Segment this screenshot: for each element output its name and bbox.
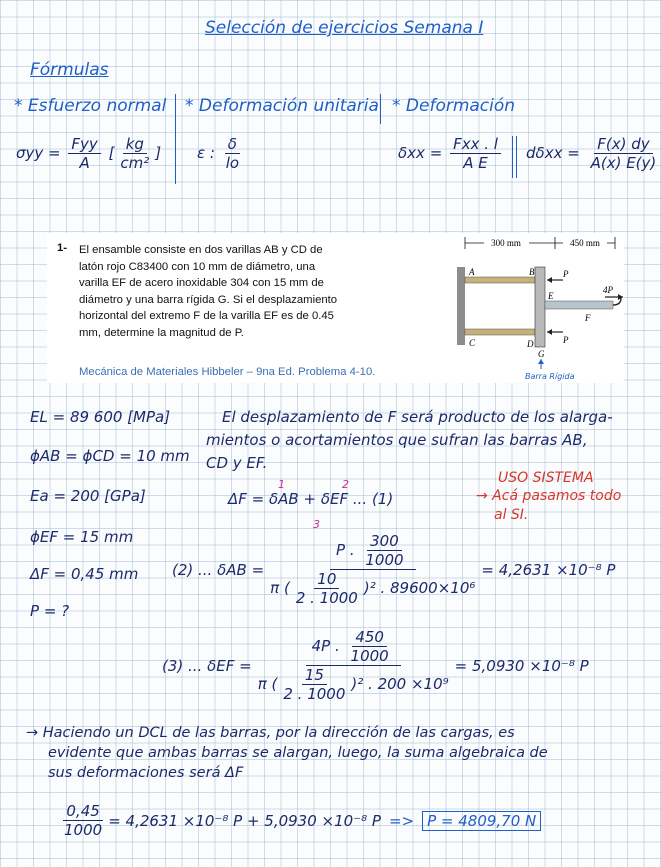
given-ea: Ea = 200 [GPa] [30,487,146,505]
label-d: D [527,339,534,349]
mark-2: 2 [342,478,349,491]
given-delta-f: ΔF = 0,45 mm [30,565,139,583]
stress-heading: * Esfuerzo normal [14,96,167,116]
page-title: Selección de ejercicios Semana I [205,18,484,38]
rod-ab [465,277,535,283]
problem-figure [455,233,624,383]
problem-number: 1- [57,242,68,254]
wall [457,267,465,345]
label-e: E [548,291,554,301]
problem-statement [47,233,455,383]
label-p-bottom: P [563,335,569,345]
explanation-line-1: El desplazamiento de F será producto de los alarga- [222,408,613,426]
deformation-heading: * Deformación [392,96,516,116]
label-g: G [538,349,545,359]
label-b: B [529,267,535,277]
note-line-2: → Acá pasamos todo [476,488,622,504]
given-phi-ef: ϕEF = 15 mm [30,528,134,546]
note-line-3: al SI. [494,507,529,523]
final-equation: $\frac{0,45}{1000}$ = 4,2631 ×10⁻⁸ P + 5,0930 ×10⁻⁸ P => P = 4809,70 N [58,802,541,839]
implies-arrow: => [388,811,415,830]
conclusion-line-2: evidente que ambas barras se alargan, luego, la suma algebraica de [48,745,548,761]
divider [175,94,176,184]
explanation-line-2: mientos o acortamientos que sufran las barras AB, [206,431,588,449]
label-a: A [469,267,475,277]
equation-1: ΔF = δAB + δEF ... (1) [228,490,394,508]
divider [512,136,513,178]
explanation-line-3: CD y EF. [206,454,268,472]
formulas-heading: Fórmulas [30,60,109,80]
label-c: C [469,338,476,348]
label-4p: 4P [603,285,613,295]
strain-formula: ε : $\frac{\delta}{lo}$ [197,135,240,172]
problem-source: Mecánica de Materiales Hibbeler – 9na Ed. Problema 4-10. [79,366,376,378]
rigid-bar-g [535,267,545,347]
problem-text: El ensamble consiste en dos varillas AB y CD de latón rojo C83400 con 10 mm de diámetro, una varilla EF de acero inoxidable 304 con 15 mm de diámetro y una barra rígida G. Si el desplazamiento horizontal del extremo F de la varilla EF es de 0.45 mm, determine la magnitud de P. [79,244,338,339]
label-p-top: P [563,269,569,279]
label-f: F [585,313,591,323]
rod-ef [545,301,613,309]
given-p: P = ? [30,602,70,620]
conclusion-line-3: sus deformaciones será ΔF [48,765,244,781]
assembly-diagram [455,233,624,383]
given-phi-ab: ϕAB = ϕCD = 10 mm [30,447,190,465]
dimension-450: 450 mm [570,238,600,248]
dimension-300: 300 mm [491,238,521,248]
given-el: EL = 89 600 [MPa] [30,408,171,426]
differential-deformation-formula: dδxx = $\frac{F(x) dy}{A(x) E(y)}$ [526,135,657,172]
rigid-bar-annotation: Barra Rígida [525,372,575,381]
equation-2: (2) ... δAB = P . $\frac{300}{1000}$ π ( $\frac{10}{2 . 1000}$ )² . 89600×10⁶ = 4,2631 ×10⁻⁸ P [172,532,616,607]
note-line-1: USO SISTEMA [498,470,594,486]
mark-1: 1 [278,478,285,491]
equation-3: (3) ... δEF = 4P . $\frac{450}{1000}$ π ( $\frac{15}{2 . 1000}$ )² . 200 ×10⁹ = 5,0930 ×10⁻⁸ P [162,628,589,703]
final-result: P = 4809,70 N [422,811,541,831]
deformation-formula: δxx = $\frac{\text{Fxx . l}}{\text{A E}}$ [398,135,504,172]
rod-cd [465,329,535,335]
conclusion-line-1: → Haciendo un DCL de las barras, por la dirección de las cargas, es [26,725,515,741]
divider [516,136,517,178]
mark-3: 3 [313,518,320,531]
strain-heading: * Deformación unitaria [185,96,379,116]
stress-formula: σyy = $\frac{\text{Fyy}}{A}$ [ $\frac{kg}{\text{cm²}}$ ] [16,135,162,172]
divider [380,94,381,124]
